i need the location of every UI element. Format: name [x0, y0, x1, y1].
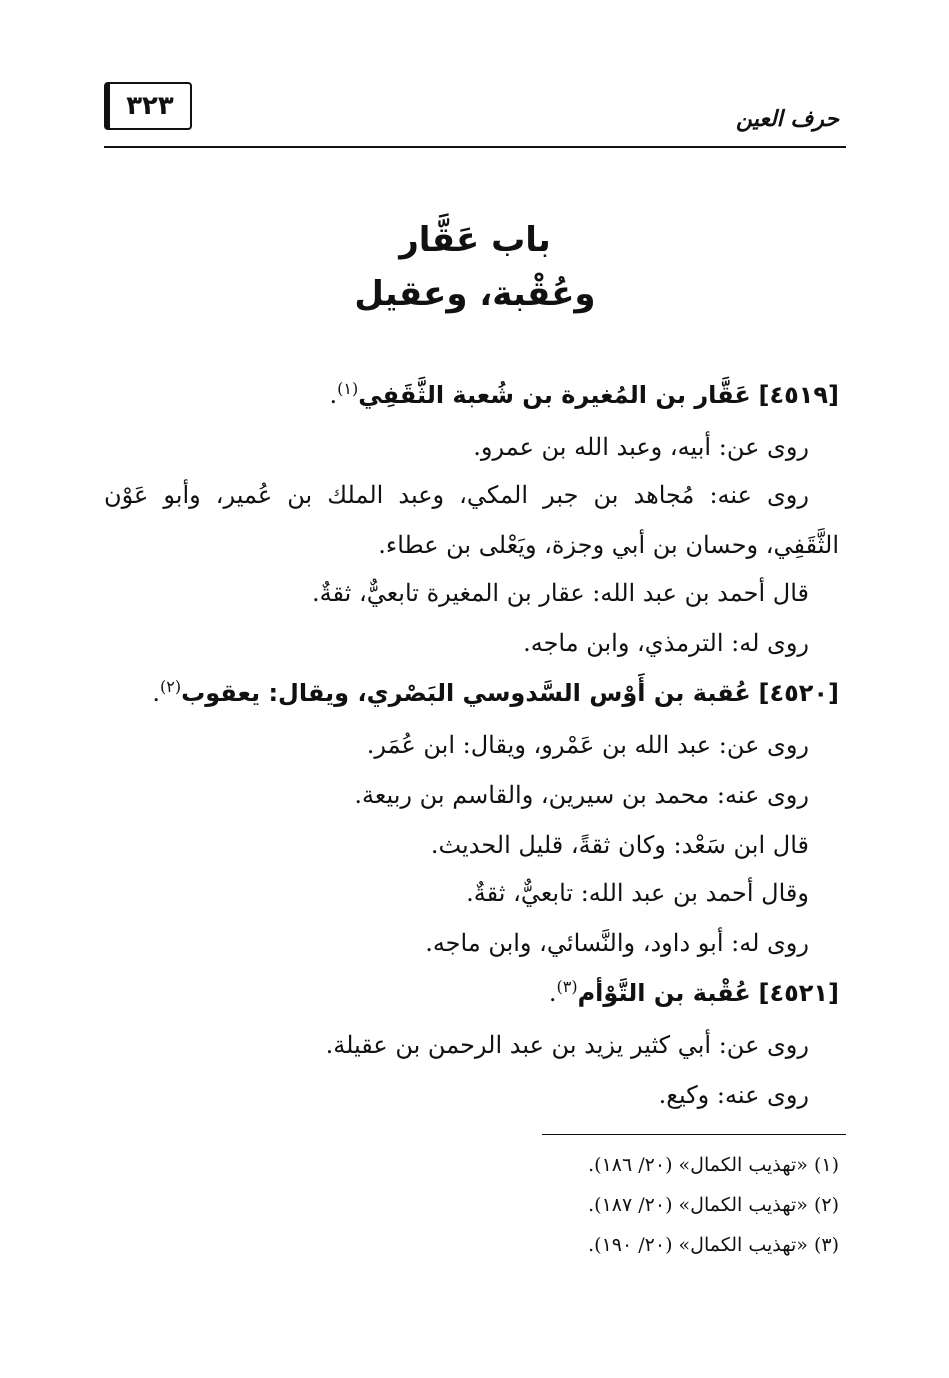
- page-number-text: ٣٢٣: [126, 91, 174, 121]
- entry-end: .: [329, 381, 338, 409]
- entry-number: [٤٥١٩]: [758, 381, 839, 409]
- entry-line: روى له: أبو داود، والنَّسائي، وابن ماجه.: [425, 929, 809, 957]
- footnote-2: (٢) «تهذيب الكمال» (٢٠/ ١٨٧).: [588, 1194, 839, 1216]
- footnote-rule: [542, 1134, 846, 1135]
- footnote-ref: (٢): [160, 677, 182, 696]
- entry-line: روى عن: أبي كثير يزيد بن عبد الرحمن بن عقيلة.: [325, 1031, 809, 1059]
- entry-name: عُقْبة بن التَّوْأم: [577, 979, 751, 1007]
- chapter-title-line-2: وعُقْبة، وعقيل: [354, 274, 596, 314]
- entry-line: قال ابن سَعْد: وكان ثقةً، قليل الحديث.: [430, 831, 809, 859]
- footnote-1: (١) «تهذيب الكمال» (٢٠/ ١٨٦).: [588, 1154, 839, 1176]
- entry-line: روى عن: أبيه، وعبد الله بن عمرو.: [473, 433, 809, 461]
- entry-number: [٤٥٢١]: [758, 979, 839, 1007]
- entry-line: روى عنه: وكيع.: [658, 1081, 809, 1109]
- entry-name: عَقَّار بن المُغيرة بن شُعبة الثَّقَفِي: [358, 381, 751, 409]
- entry-heading-4520: [152, 676, 839, 710]
- entry-line: روى عن: عبد الله بن عَمْرو، ويقال: ابن عُمَر.: [366, 731, 809, 759]
- entry-line: الثَّقَفِي، وحسان بن أبي وجزة، ويَعْلى بن عطاء.: [378, 531, 839, 559]
- entry-line: روى عنه: محمد بن سيرين، والقاسم بن ربيعة.: [354, 781, 809, 809]
- entry-heading-4521: [549, 976, 839, 1010]
- page-number: [104, 82, 192, 130]
- entry-end: .: [548, 979, 557, 1007]
- footnote-3: (٣) «تهذيب الكمال» (٢٠/ ١٩٠).: [588, 1234, 839, 1256]
- entry-line: قال أحمد بن عبد الله: عقار بن المغيرة تابعيٌّ، ثقةٌ.: [312, 579, 809, 607]
- running-head: حرف العين: [735, 106, 839, 132]
- header-rule: [104, 146, 846, 148]
- footnote-ref: (١): [337, 379, 359, 398]
- chapter-title-line-1: باب عَقَّار: [399, 220, 551, 260]
- entry-line: روى عنه: مُجاهد بن جبر المكي، وعبد الملك بن عُمير، وأبو عَوْن: [104, 481, 809, 509]
- footnote-ref: (٣): [556, 977, 578, 996]
- entry-heading-4519: [329, 378, 839, 412]
- entry-end: .: [152, 679, 161, 707]
- entry-name: عُقبة بن أَوْس السَّدوسي البَصْري، ويقال: يعقوب: [181, 679, 751, 707]
- entry-line: روى له: الترمذي، وابن ماجه.: [523, 629, 809, 657]
- entry-number: [٤٥٢٠]: [758, 679, 839, 707]
- entry-line: وقال أحمد بن عبد الله: تابعيٌّ، ثقةٌ.: [466, 879, 809, 907]
